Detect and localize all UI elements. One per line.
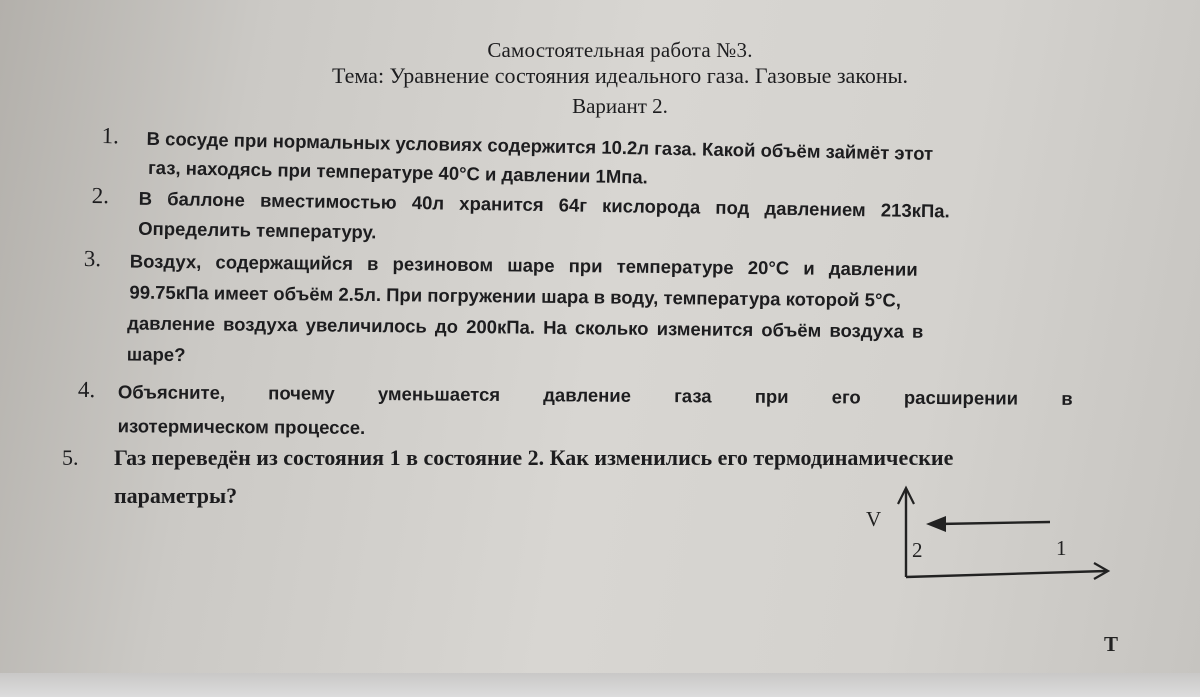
task-line: 99.75кПа имеет объём 2.5л. При погружении шара в воду, температура которой 5°С, xyxy=(129,281,902,311)
worksheet-topic: Тема: Уравнение состояния идеального газа. Газовые законы. xyxy=(332,63,908,88)
task-line: Воздух, содержащийся в резиновом шаре при температуре 20°С и давлении xyxy=(129,250,918,280)
process-arrowhead xyxy=(926,516,946,532)
worksheet-variant: Вариант 2. xyxy=(572,94,668,118)
underlying-page-edge xyxy=(0,673,1200,697)
worksheet-title: Самостоятельная работа №3. xyxy=(487,38,753,62)
task-line: шаре? xyxy=(126,343,186,366)
task-number: 5. xyxy=(62,445,79,470)
t-axis-label: T xyxy=(1104,632,1119,656)
task-line: давление воздуха увеличилось до 200кПа. На сколько изменится объём воздуха в xyxy=(127,312,924,342)
task-number: 1. xyxy=(101,122,120,149)
task-line: параметры? xyxy=(114,483,238,508)
state-2-label: 2 xyxy=(912,538,923,562)
vt-graph xyxy=(860,480,1130,670)
state-1-label: 1 xyxy=(1056,536,1067,560)
task-line: изотермическом процессе. xyxy=(117,415,366,439)
task-line: В сосуде при нормальных условиях содержится 10.2л газа. Какой объём займёт этот xyxy=(146,127,934,164)
task-line: Объясните, почему уменьшается давление газа при его расширении в xyxy=(117,381,1073,409)
task-line: Определить температуру. xyxy=(138,217,377,243)
task-number: 4. xyxy=(77,376,96,403)
task-line: В баллоне вместимостью 40л хранится 64г кислорода под давлением 213кПа. xyxy=(138,187,950,222)
process-line xyxy=(938,522,1050,524)
task-line: Газ переведён из состояния 1 в состояние 2. Как изменились его термодинамические xyxy=(114,445,954,470)
t-axis-line xyxy=(906,571,1106,577)
task-line: газ, находясь при температуре 40°С и давлении 1Мпа. xyxy=(147,156,649,188)
v-axis-label: V xyxy=(866,507,882,531)
task-number: 2. xyxy=(91,182,110,209)
task-number: 3. xyxy=(83,245,102,272)
